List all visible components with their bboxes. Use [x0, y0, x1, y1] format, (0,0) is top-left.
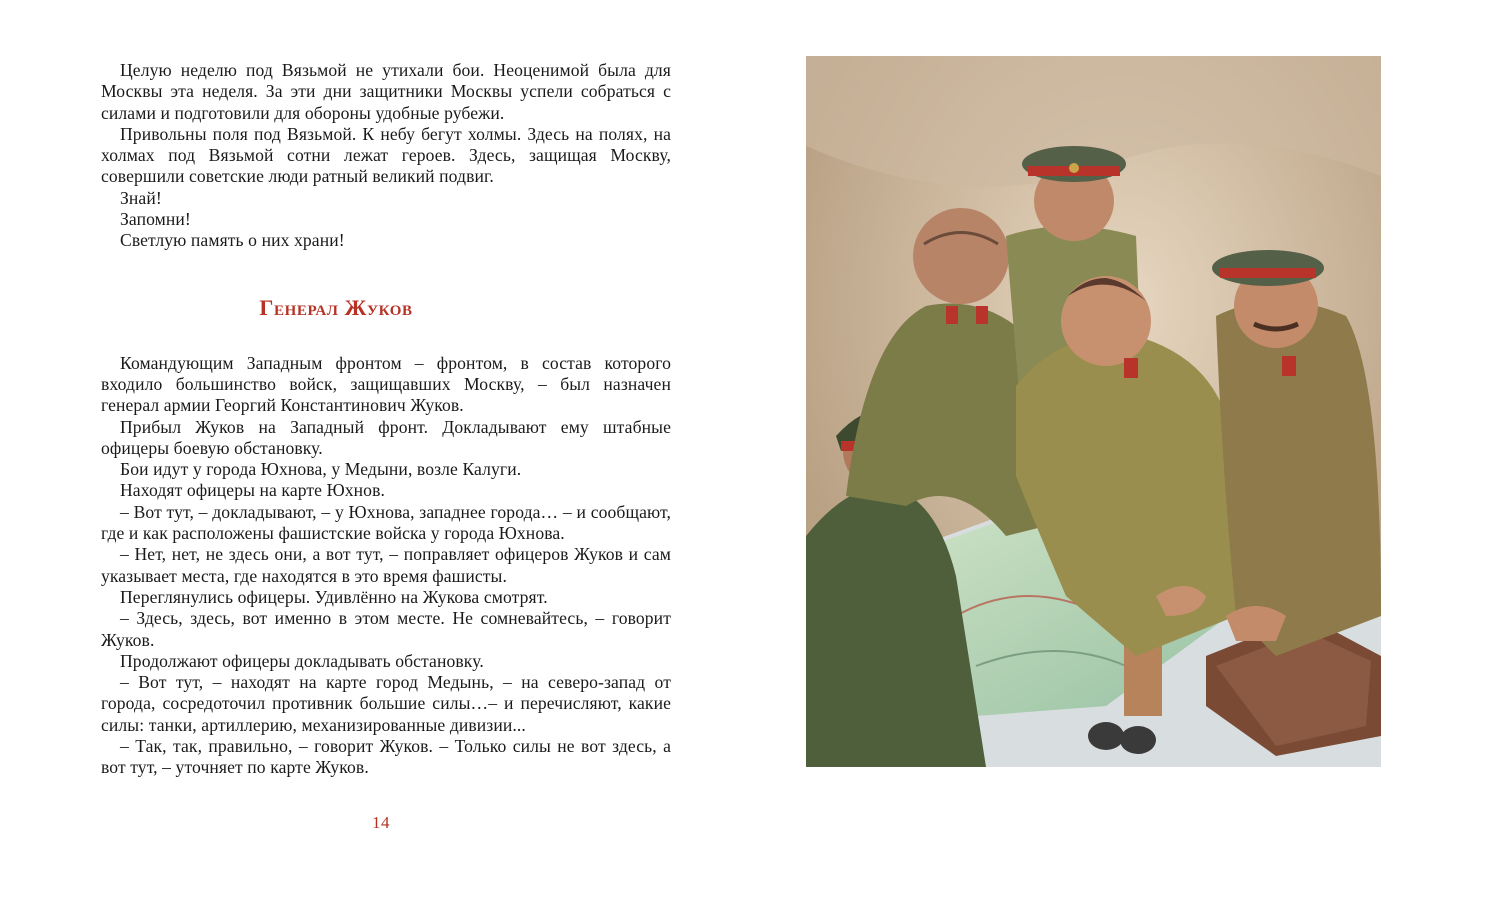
officers-at-map-illustration — [806, 56, 1381, 767]
paragraph: Запомни! — [120, 209, 191, 230]
paragraph: – Вот тут, – докладывают, – у Юхнова, западнее города… – и сообщают, где и как расположены фашистские войска у города Юхнова. — [101, 501, 671, 544]
paragraph: – Так, так, правильно, – говорит Жуков. – Только силы не вот здесь, а вот тут, – уточняет по карте Жуков. — [101, 736, 671, 778]
chapter-body — [101, 353, 671, 779]
text-column — [101, 60, 671, 779]
paragraph: – Нет, нет, не здесь они, а вот тут, – поправляет офицеров Жуков и сам указывает места, где находятся в это время фашисты. — [101, 544, 671, 586]
paragraph: – Здесь, здесь, вот именно в этом месте. Не сомневайтесь, – говорит Жуков. — [101, 608, 671, 650]
intro-block — [101, 60, 671, 252]
paragraph: – Вот тут, – находят на карте город Медынь, – на северо-запад от города, сосредоточил противник большие силы…– и перечисляют, какие силы: танки, артиллерию, механизированные дивизии... — [101, 672, 671, 735]
watercolor-illustration — [806, 56, 1381, 767]
paragraph: Целую неделю под Вязьмой не утихали бои. Неоценимой была для Москвы эта неделя. За эти дни защитники Москвы успели собраться с силами и подготовили для обороны удобные рубежи. — [101, 60, 671, 123]
paragraph: Командующим Западным фронтом – фронтом, в состав которого входило большинство войск, защищавших Москву, – был назначен генерал армии Георгий Константинович Жуков. — [101, 352, 671, 416]
paragraph: Привольны поля под Вязьмой. К небу бегут холмы. Здесь на полях, на холмах под Вязьмой сотни лежат героев. Здесь, защищая Москву, совершили советские люди ратный великий подвиг. — [101, 123, 671, 187]
paragraph: Бои идут у города Юхнова, у Медыни, возле Калуги. — [120, 459, 522, 480]
paragraph: Находят офицеры на карте Юхнов. — [120, 480, 385, 501]
chapter-title: Генерал Жуков — [259, 294, 413, 320]
paragraph: Знай! — [120, 187, 162, 208]
page-number: 14 — [372, 813, 390, 832]
paragraph: Продолжают офицеры докладывать обстановку. — [120, 650, 484, 671]
paragraph: Переглянулись офицеры. Удивлённо на Жукова смотрят. — [120, 586, 548, 607]
paragraph: Светлую память о них храни! — [120, 230, 345, 251]
paragraph: Прибыл Жуков на Западный фронт. Докладывают ему штабные офицеры боевую обстановку. — [101, 416, 671, 458]
